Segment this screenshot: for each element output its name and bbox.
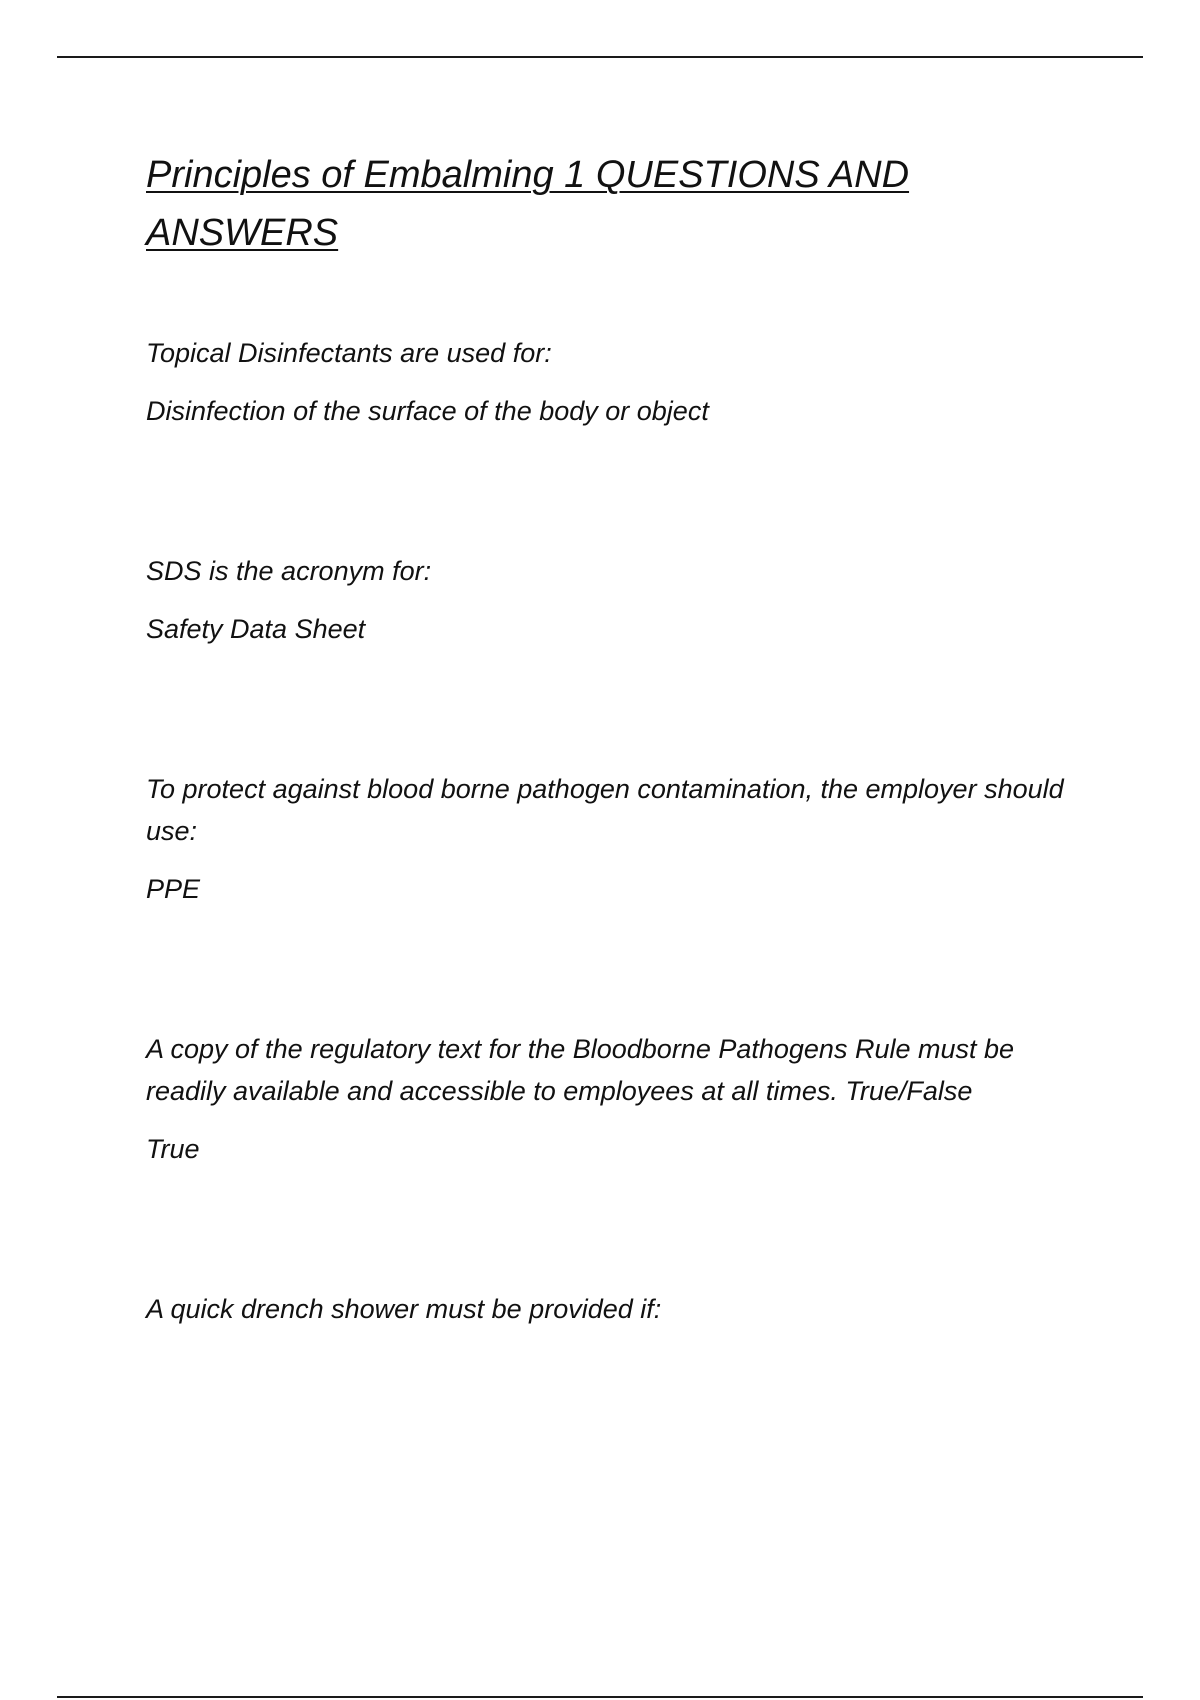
question-text: SDS is the acronym for: bbox=[146, 556, 432, 586]
qa-list bbox=[146, 332, 1096, 1330]
document-title: Principles of Embalming 1 QUESTIONS AND ANSWERS bbox=[146, 154, 910, 254]
qa-item bbox=[146, 332, 1096, 432]
qa-item bbox=[146, 768, 1096, 910]
qa-item bbox=[146, 1288, 1096, 1330]
qa-item bbox=[146, 550, 1096, 650]
answer-text: True bbox=[146, 1134, 200, 1164]
question-text: To protect against blood borne pathogen contamination, the employer should use: bbox=[146, 774, 1064, 846]
answer-text: PPE bbox=[146, 874, 201, 904]
answer-text: Disinfection of the surface of the body or object bbox=[146, 396, 709, 426]
bottom-rule bbox=[57, 1696, 1143, 1698]
document-body bbox=[146, 146, 1096, 1448]
question-text: A quick drench shower must be provided if: bbox=[146, 1294, 662, 1324]
top-rule bbox=[57, 56, 1143, 58]
question-text: A copy of the regulatory text for the Bloodborne Pathogens Rule must be readily available and accessible to employees at all times. True/False bbox=[146, 1034, 1015, 1106]
answer-text: Safety Data Sheet bbox=[146, 614, 366, 644]
qa-item bbox=[146, 1028, 1096, 1170]
question-text: Topical Disinfectants are used for: bbox=[146, 338, 552, 368]
